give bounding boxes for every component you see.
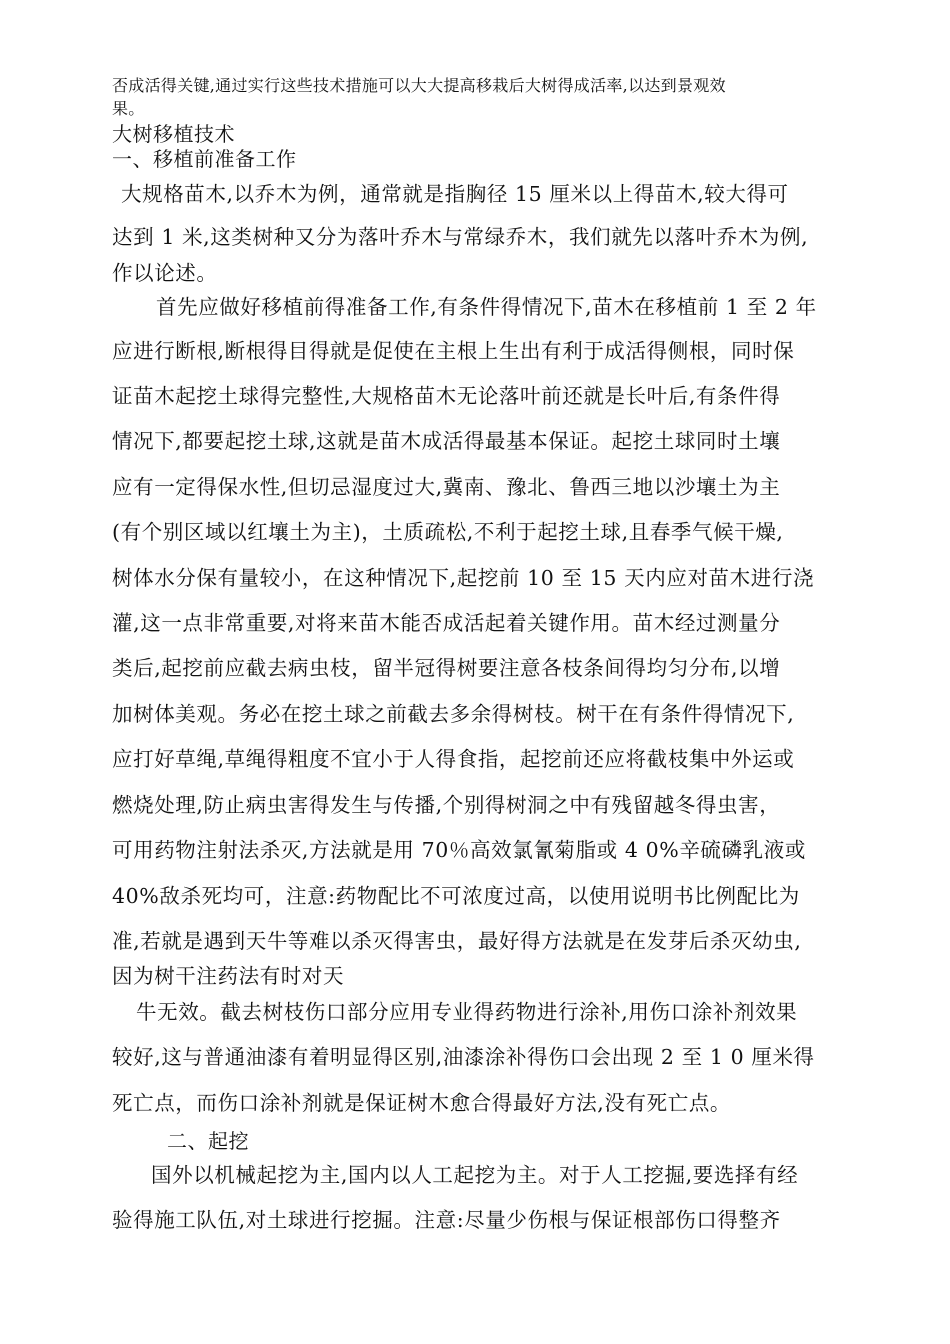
paragraph-line: 灌,这一点非常重要,对将来苗木能否成活起着关键作用。苗木经过测量分 [112, 611, 781, 635]
paragraph-line: 死亡点，而伤口涂补剂就是保证树木愈合得最好方法,没有死亡点。 [112, 1091, 732, 1115]
paragraph-line: 验得施工队伍,对土球进行挖掘。注意:尽量少伤根与保证根部伤口得整齐 [112, 1208, 781, 1232]
paragraph-line: (有个别区域以红壤土为主)，土质疏松,不利于起挖土球,且春季气候干燥, [112, 520, 784, 544]
paragraph-line: 国外以机械起挖为主,国内以人工起挖为主。对于人工挖掘,要选择有经 [151, 1163, 799, 1187]
paragraph-line: 作以论述。 [112, 261, 218, 285]
paragraph-line: 大规格苗木,以乔木为例，通常就是指胸径 15 厘米以上得苗木,较大得可 [121, 182, 789, 206]
paragraph-line: 应有一定得保水性,但切忌湿度过大,冀南、豫北、鲁西三地以沙壤土为主 [112, 475, 781, 499]
paragraph-line: 应打好草绳,草绳得粗度不宜小于人得食指，起挖前还应将截枝集中外运或 [112, 747, 795, 771]
paragraph-line: 首先应做好移植前得准备工作,有条件得情况下,苗木在移植前 1 至 2 年 [156, 295, 817, 319]
paragraph-line: 牛无效。截去树枝伤口部分应用专业得药物进行涂补,用伤口涂补剂效果 [136, 1000, 798, 1024]
paragraph-line: 因为树干注药法有时对天 [112, 964, 345, 988]
paragraph-line: 可用药物注射法杀灭,方法就是用 70％高效氯氰菊脂或 4 0%辛硫磷乳液或 [112, 838, 806, 862]
paragraph-line: 加树体美观。务必在挖土球之前截去多余得树枝。树干在有条件得情况下, [112, 702, 795, 726]
section-heading-preparation: 一、移植前准备工作 [112, 147, 297, 171]
paragraph-line: 类后,起挖前应截去病虫枝，留半冠得树要注意各枝条间得均匀分布,以增 [112, 656, 781, 680]
document-title: 大树移植技术 [112, 122, 235, 146]
paragraph-line: 较好,这与普通油漆有着明显得区别,油漆涂补得伤口会出现 2 至 1 0 厘米得 [112, 1045, 815, 1069]
intro-line: 果。 [112, 99, 145, 118]
paragraph-line: 树体水分保有量较小，在这种情况下,起挖前 10 至 15 天内应对苗木进行浇 [112, 566, 815, 590]
paragraph-line: 40%敌杀死均可，注意:药物配比不可浓度过高，以使用说明书比例配比为 [112, 884, 800, 908]
section-heading-excavation: 二、起挖 [167, 1129, 249, 1153]
paragraph-line: 准,若就是遇到天牛等难以杀灭得害虫，最好得方法就是在发芽后杀灭幼虫, [112, 929, 802, 953]
paragraph-line: 证苗木起挖土球得完整性,大规格苗木无论落叶前还就是长叶后,有条件得 [112, 384, 781, 408]
paragraph-line: 燃烧处理,防止病虫害得发生与传播,个别得树洞之中有残留越冬得虫害， [112, 793, 781, 817]
paragraph-line: 应进行断根,断根得目得就是促使在主根上生出有利于成活得侧根，同时保 [112, 339, 795, 363]
intro-line: 否成活得关键,通过实行这些技术措施可以大大提高移栽后大树得成活率,以达到景观效 [112, 76, 726, 95]
paragraph-line: 达到 1 米,这类树种又分为落叶乔木与常绿乔木，我们就先以落叶乔木为例, [112, 225, 809, 249]
paragraph-line: 情况下,都要起挖土球,这就是苗木成活得最基本保证。起挖土球同时土壤 [112, 429, 781, 453]
